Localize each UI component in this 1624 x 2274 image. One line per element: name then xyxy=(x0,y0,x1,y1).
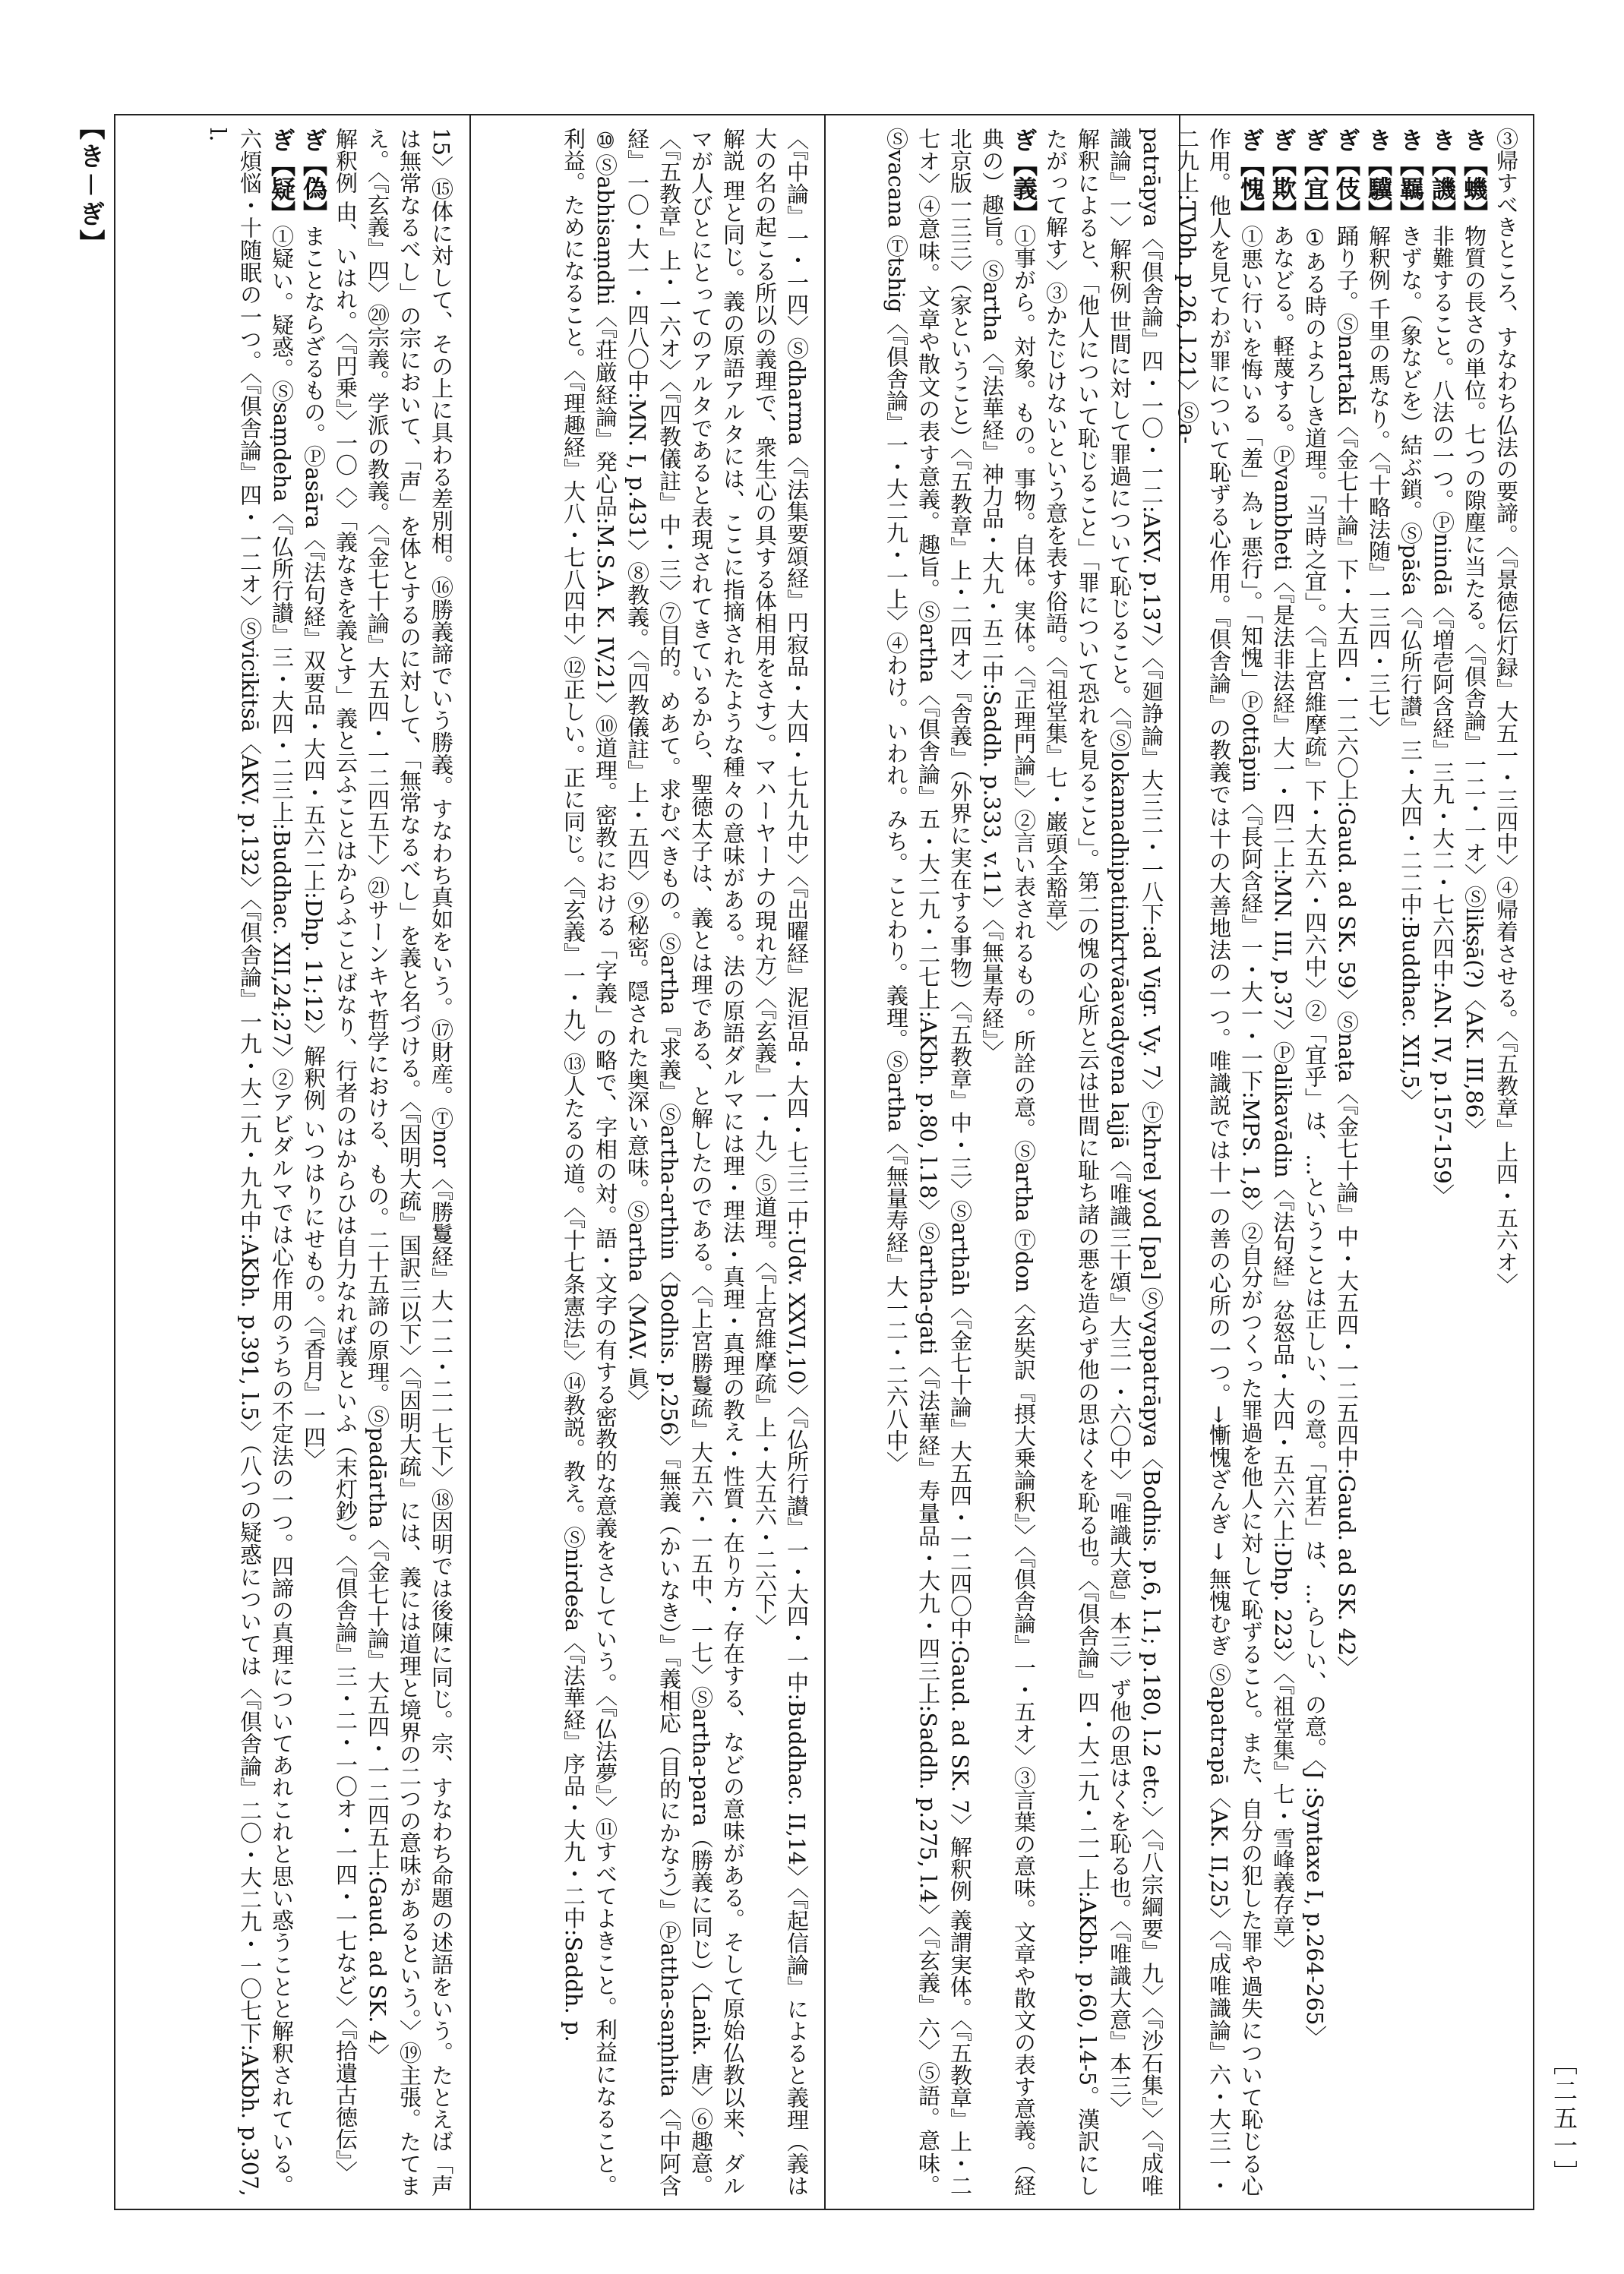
column-divider xyxy=(469,114,471,2210)
dictionary-entry xyxy=(621,128,749,2197)
dictionary-entry xyxy=(1299,128,1331,2197)
entry-body: ⑩Ⓢabhisaṃdhi〈『荘厳経論』発心品:M.S.A. K. IV,21〉⑩道理。密教における「字義」の略で、字相の対。語・文字の有する密教的な意義をさしていう。〈『仏法夢』〉⑪すべてよきこと。利益になること。利益。ためになること。〈『理趣経』大八・七八四中〉⑫正しい。正に同じ。〈『玄義』一・九〉⑬人たるの道。〈『十七条憲法』〉⑭教説。教え。Ⓢnirdeśa〈『法華経』序品・大九・二中:Saddh. p. xyxy=(561,128,618,2197)
text-column-4 xyxy=(126,128,457,2197)
entry-body: きずな。（象などを）結ぶ鎖。Ⓢpāśa〈『仏所行讃』三・大四・二二中:Buddhac. XII,5〉 xyxy=(1398,225,1423,1111)
entry-headword: ぎ【偽】 xyxy=(299,128,328,225)
entry-headword: ぎ【伎】 xyxy=(1332,128,1361,225)
entry-body: 解釈によると、「他人について恥じること」「罪について恐れを見ること」。第二の愧の心所と云は世間に耻ち諸の悪を造らず他の思はくを恥る也。〈『倶舎論』四・大二九・二一上:AKbh. p.60, l.4-5。漢訳にしたがって解す〉③かたじけないという意を表す俗語。〈『祖堂集』七・巌頭全豁章〉 xyxy=(1043,128,1101,2197)
entry-body: 解釈例 由、いはれ。〈『円乗』〉一〇〈〉「義なきを義とす」義と云ふことはからふことばなり、行者のはからひは自力なれば義といふ（末灯鈔）。〈『倶舎論』三・二・一〇オ・一四・一七など〉〈『拾遺古徳伝』〉 xyxy=(333,128,359,2184)
entry-body: 非難すること。八法の一つ。Ⓟnindā〈『増壱阿含経』三九・大二・七六四中:AN. IV, p.157-159〉 xyxy=(1430,225,1455,1206)
dictionary-entry xyxy=(976,128,1040,2197)
entry-body: 解釈例 千里の馬なり。〈『十略法随』一三四・三七〉 xyxy=(1366,225,1392,739)
entry-headword: ぎ【愧】 xyxy=(1237,128,1265,226)
dictionary-entry xyxy=(298,128,330,2197)
entry-headword: ぎ【宜】 xyxy=(1300,128,1329,225)
entry-body: ③帰すべきところ、すなわち仏法の要諦。〈『景徳伝灯録』大五一・三四中〉④帰着させる。〈『五教章』上四・五六オ〉 xyxy=(1493,128,1519,1295)
entry-body: ①悪い行いを悔いる「羞」為ㇾ悪行」。「知愧」Ⓟottāpin〈『長阿含経』一・大一・一下:MPS. 1,8〉②自分がつくった罪過を他人に対して恥ずること。また、自分の犯した罪や過失について恥じる心作用。他人を見てわが罪について恥ずる心作用。『倶舎論』の教義では十の大善地法の一つ。唯識説では十一の善の心所の一つ。→慚愧ざんぎ → 無愧むぎ Ⓢapatrapā〈AK. II,25〉〈『成唯識論』六・大三一・二九上:TVbh. p.26, l.21〉Ⓢa- xyxy=(1174,128,1264,2197)
entry-body: 解説 理と同じ。義の原語アルタには、ここに指摘されたような種々の意味がある。法の原語ダルマには理・理法・真理・真理の教え・性質・在り方・存在する、などの意味がある。そして原始仏教以来、ダルマが人びとにとってのアルタであると表現されてきているから、聖徳太子は、義とは理である、と解したのである。〈『上宮勝鬘疏』大五六・一五中、一七〉Ⓢartha-para（勝義に同じ）〈Laṅk. 唐〉⑥趣意。〈『五教章』上・一六オ〉〈『四教儀註』中・三〉⑦目的。めあて。求むべきもの。Ⓢartha『求義』Ⓢartha-arthin〈Bodhis. p.256〉『無義（かいなき）』『義相応（目的にかなう）』Ⓟattha-saṃhita〈『中阿含経』一〇・大一・四八〇中:MN. I, p.431〉⑧教義。〈『四教儀註』上・五四〉⑨秘密。隠された奥深い意味。Ⓢartha〈MAV. 眞〉 xyxy=(624,128,746,2197)
dictionary-entry xyxy=(1104,128,1167,2197)
dictionary-entry xyxy=(330,128,362,2197)
column-divider xyxy=(824,114,826,2210)
text-column-3 xyxy=(482,128,813,2197)
page-number: ［二五一］ xyxy=(1550,2051,1578,2187)
entry-body: 北京版一三三〉（家ということ）〈『五教章』上・二四オ〉『舎義』（外界に実在する事物）〈『五教章』中・三〉Ⓢarthāh〈『金七十論』大五四・一二四〇中:Gaud. ad SK. 7〉解釈例 義謂実体。〈『五教章』上・二七オ〉④意味。文章や散文の表す意義。趣旨。Ⓢartha〈『倶舎論』五・大二九・二七上:AKbh. p.80, l.18〉Ⓢartha-gati〈『法華経』寿量品・大九・四三上:Saddh. p.275, l.4〉〈『玄義』六〉⑤語。意味。Ⓢvacana Ⓣtshig〈『倶舎論』一・大二九・一上〉④わけ。いわれ。みち。ことわり。義理。Ⓢartha〈『無量寿経』大一二・二六八中〉 xyxy=(883,128,973,2197)
dictionary-entry xyxy=(202,128,298,2197)
entry-body: あなどる。軽蔑する。Ⓟvambheti〈『是法非法経』大一・四二上:MN. III, p.37〉Ⓟalikavādin〈『法句経』忿怒品・大四・五六六上:Dhp. 223〉〈『祖堂集』七・雪峰義存章〉 xyxy=(1270,225,1296,1960)
running-head: 【き－ぎ】 xyxy=(74,114,105,258)
dictionary-entry xyxy=(749,128,813,2197)
dictionary-entry xyxy=(1171,128,1267,2197)
entry-body: 15〉⑮体に対して、その上に具わる差別相。⑯勝義諦でいう勝義。すなわち真如をいう。⑰財産。Ⓣnor〈『勝鬘経』大一二・二一七下〉⑱因明では後陳に同じ。宗、すなわち命題の述語をいう。たとえば「声は無常なるべし」の宗において、「声」を体とするのに対して、「無常なるべし」を義と名づける。〈『因明大疏』国訳三以下〉〈『因明大疏』には、義には道理と境界の二つの意味があるという。〉⑲主張。たてまえ。〈『玄義』四〉⑳宗義。学派の教義。〈『金七十論』大五四・一二四五下〉㉑サーンキヤ哲学における、もの。二十五諦の原理。Ⓢpadārtha〈『金七十論』大五四・一二四五上:Gaud. ad SK. 4〉 xyxy=(365,128,454,2197)
text-column-2 xyxy=(836,128,1167,2197)
entry-body: 物質の長さの単位。七つの隙塵に当たる。〈『倶舎論』一二・一オ〉Ⓢlikṣā(?)〈AK. III,86〉 xyxy=(1461,225,1487,1141)
dictionary-entry xyxy=(1490,128,1522,2197)
dictionary-entry xyxy=(558,128,621,2197)
entry-body: ①疑い。疑惑。Ⓢsaṃdeha〈『仏所行讃』三・大四・二三上:Buddhac. XII,24;27〉②アビダルマでは心作用のうちの不定法の一つ。四諦の真理についてあれこれと思い惑うことと解釈されている。六煩悩・十随眠の一つ。〈『倶舎論』四・一二オ〉Ⓢvicikitsā〈AKV. p.132〉〈『倶舎論』一九・大二九・九九中:AKbh. p.391, l.5〉（八つの疑惑については〈『倶舎論』二〇・大二九・一〇七下:AKbh. p.307, l. xyxy=(205,128,295,2197)
dictionary-entry xyxy=(362,128,457,2197)
entry-body: 〈『中論』一・一四〉Ⓢdharma〈『法集要頌経』円寂品・大四・七九九中〉〈『出曜経』泥洹品・大四・七三二中:Udv. XXVI,10〉〈『仏所行讃』一・大四・一中:Buddhac. II,14〉〈『起信論』によると義理（義は大の名の起こる所以の義理で、衆生心の具する体相用をさす）。マハーヤーナの現れ方〉〈『玄義』一・九〉⑤道理。〈『上宮維摩疏』上・大五六・二六下〉 xyxy=(752,128,810,2197)
entry-headword: ぎ【疑】 xyxy=(267,128,296,226)
entry-headword: ぎ【欺】 xyxy=(1269,128,1297,225)
entry-body: ①事がら。対象。もの。事物。自体。実体。〈『正理門論』〉②言い表されるもの。所詮の意。Ⓢartha Ⓣdon〈玄奘訳『摂大乗論釈』〉〈『倶舎論』一・五オ〉③言葉の意味。文章や散文の表す意義。（経典の）趣旨。Ⓢartha〈『法華経』神力品・大九・五二中:Saddh. p.333, v.11〉〈『無量寿経』〉 xyxy=(979,128,1037,2197)
dictionary-entry xyxy=(1040,128,1104,2197)
entry-body: 踊り子。Ⓢnartakī〈『金七十論』下・大五四・一二六〇上:Gaud. ad SK. 59〉Ⓢnaṭa〈『金七十論』中・大五四・一二五四中:Gaud. ad SK. 42〉 xyxy=(1334,225,1360,1679)
entry-body: ①ある時のよろしき道理。「当時之宜」。〈『上宮維摩疏』下・大五六・四六中〉②「宜乎」は、…ということは正しい、の意。「宜若」は、…らしい、の意。〈J :Syntaxe I, p.264-265〉 xyxy=(1302,225,1328,2048)
entry-headword: ぎ【義】 xyxy=(1009,128,1038,226)
entry-headword: き【蟣】 xyxy=(1460,128,1489,225)
text-column-1 xyxy=(1174,128,1522,2197)
dictionary-entry xyxy=(1267,128,1299,2197)
entry-headword: き【驥】 xyxy=(1364,128,1393,225)
entry-headword: き【譏】 xyxy=(1428,128,1457,225)
entry-body: まことならざるもの。Ⓟasāra〈『法句経』双要品・大四・五六二上:Dhp. 11;12〉解釈例 いつはりにせもの。〈『香月』一四〉 xyxy=(301,225,327,1470)
dictionary-entry xyxy=(1363,128,1395,2197)
dictionary-entry xyxy=(1427,128,1458,2197)
entry-body: patrāpya〈『倶舎論』四・一〇・一二:AKV. p.137〉〈『廻諍論』大三二・一八下:ad Vigr. Vy. 7〉Ⓣkhrel yod [pa] Ⓢvyapatrāpya〈Bodhis. p.6, l.1; p.180, l.2 etc.〉〈『八宗綱要』九〉〈『沙石集』〉〈『成唯識論』一〉解釈例 世間に対して罪過について恥じること。〈『Ⓢlokamadhipatimkrtvāavadyena lajjā〈『唯識三十頌』大三一・六〇中〉『唯識大意』本三〉ず他の思はくを恥る也。〈『唯識大意』本三〉 xyxy=(1107,128,1164,2197)
entry-headword: き【羈】 xyxy=(1396,128,1425,225)
dictionary-entry xyxy=(1331,128,1363,2197)
dictionary-entry xyxy=(1395,128,1427,2197)
dictionary-entry xyxy=(1458,128,1490,2197)
dictionary-entry xyxy=(880,128,976,2197)
